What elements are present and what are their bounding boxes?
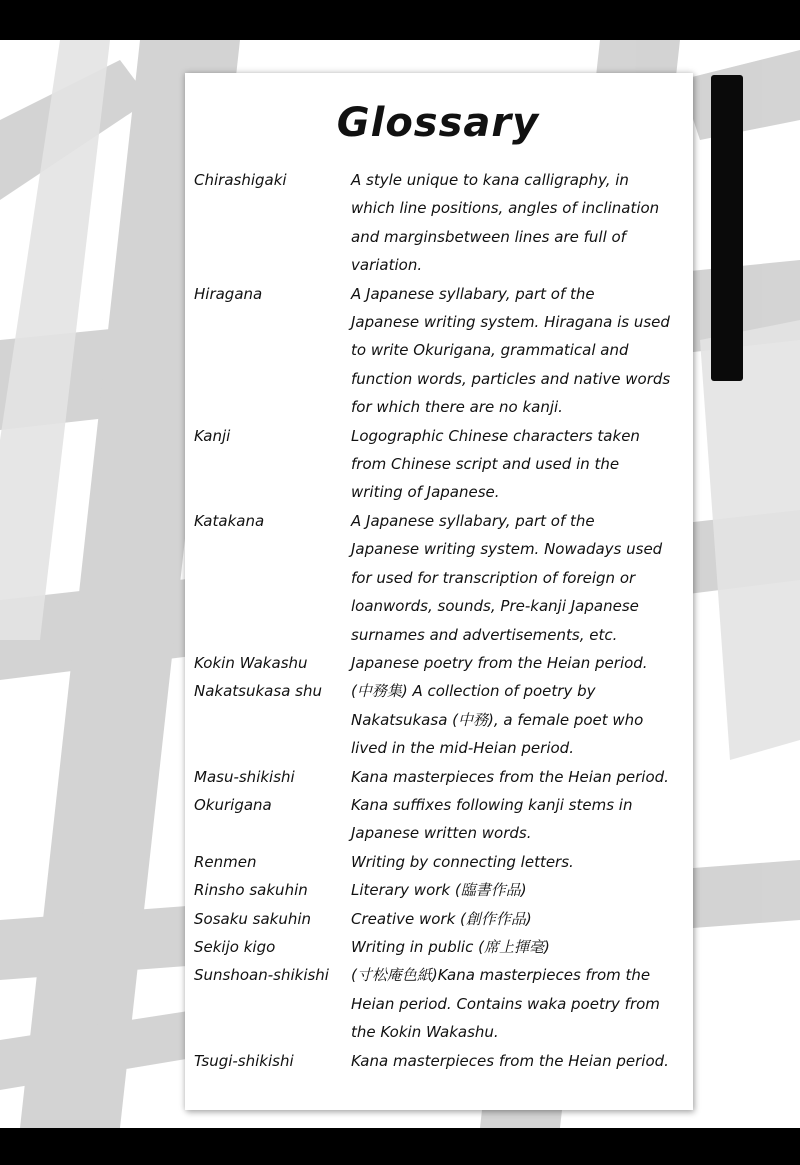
glossary-entry — [194, 422, 694, 507]
glossary-term: Katakana — [194, 511, 265, 530]
definition-line: and marginsbetween lines are full of — [351, 227, 626, 246]
definition-line: Japanese writing system. Nowadays used — [351, 540, 663, 559]
glossary-term: Renmen — [194, 852, 257, 871]
definition-line: function words, particles and native words — [351, 369, 671, 388]
definition-line: Creative work (創作作品) — [351, 909, 532, 928]
definition-line: writing of Japanese. — [351, 483, 500, 502]
definition-line: (中務集) A collection of poetry by — [351, 682, 596, 701]
glossary-definition — [351, 422, 691, 507]
definition-line: Writing in public (席上揮毫) — [351, 937, 550, 956]
glossary-definition — [351, 876, 691, 904]
glossary-term: Sekijo kigo — [194, 937, 276, 956]
glossary-entry — [194, 649, 694, 677]
definition-line: to write Okurigana, grammatical and — [351, 341, 629, 360]
glossary-entry — [194, 166, 694, 280]
glossary-definition — [351, 961, 691, 1046]
glossary-entry — [194, 1047, 694, 1075]
glossary-definition — [351, 848, 691, 876]
glossary-term: Sunshoan-shikishi — [194, 966, 329, 985]
glossary-definition — [351, 649, 691, 677]
glossary-definition — [351, 507, 691, 649]
glossary-definition — [351, 791, 691, 848]
definition-line: the Kokin Wakashu. — [351, 1023, 499, 1042]
definition-line: Logographic Chinese characters taken — [351, 426, 640, 445]
definition-line: for which there are no kanji. — [351, 398, 563, 417]
glossary-definition — [351, 677, 691, 762]
definition-line: Japanese poetry from the Heian period. — [351, 653, 648, 672]
definition-line: which line positions, angles of inclination — [351, 199, 660, 218]
glossary-definition — [351, 933, 691, 961]
glossary-list — [194, 166, 694, 1075]
glossary-definition — [351, 763, 691, 791]
glossary-entry — [194, 791, 694, 848]
glossary-term: Okurigana — [194, 795, 272, 814]
bottom-black-bar — [0, 1128, 800, 1165]
definition-line: Kana suffixes following kanji stems in — [351, 795, 633, 814]
glossary-term: Masu-shikishi — [194, 767, 295, 786]
definition-line: variation. — [351, 256, 423, 275]
glossary-definition — [351, 1047, 691, 1075]
definition-line: Kana masterpieces from the Heian period. — [351, 1051, 669, 1070]
definition-line: from Chinese script and used in the — [351, 455, 620, 474]
definition-line: A Japanese syllabary, part of the — [351, 284, 595, 303]
glossary-entry — [194, 933, 694, 961]
glossary-term: Rinsho sakuhin — [194, 881, 308, 900]
definition-line: surnames and advertisements, etc. — [351, 625, 618, 644]
definition-line: Japanese writing system. Hiragana is used — [351, 313, 670, 332]
glossary-entry — [194, 876, 694, 904]
definition-line: lived in the mid-Heian period. — [351, 739, 574, 758]
definition-line: A style unique to kana calligraphy, in — [351, 171, 629, 189]
glossary-entry — [194, 763, 694, 791]
glossary-term: Kokin Wakashu — [194, 653, 308, 672]
glossary-entry — [194, 848, 694, 876]
page-title: Glossary — [336, 100, 540, 146]
glossary-entry — [194, 677, 694, 762]
definition-line: Nakatsukasa (中務), a female poet who — [351, 710, 644, 729]
glossary-entry — [194, 507, 694, 649]
glossary-entry — [194, 961, 694, 1046]
top-black-bar — [0, 0, 800, 40]
glossary-term: Kanji — [194, 426, 231, 445]
definition-line: Writing by connecting letters. — [351, 852, 574, 871]
definition-line: Kana masterpieces from the Heian period. — [351, 767, 669, 786]
glossary-entry — [194, 905, 694, 933]
glossary-term: Tsugi-shikishi — [194, 1051, 294, 1070]
glossary-definition — [351, 280, 691, 422]
definition-line: A Japanese syllabary, part of the — [351, 511, 595, 530]
definition-line: (寸松庵色紙)Kana masterpieces from the — [351, 966, 651, 985]
glossary-term: Hiragana — [194, 284, 263, 303]
glossary-term: Nakatsukasa shu — [194, 682, 322, 701]
glossary-term: Sosaku sakuhin — [194, 909, 312, 928]
glossary-definition — [351, 905, 691, 933]
glossary-entry — [194, 280, 694, 422]
glossary-definition — [351, 166, 691, 280]
glossary-term: Chirashigaki — [194, 171, 287, 189]
definition-line: Heian period. Contains waka poetry from — [351, 994, 660, 1013]
definition-line: for used for transcription of foreign or — [351, 568, 636, 587]
definition-line: Literary work (臨書作品) — [351, 881, 527, 900]
definition-line: loanwords, sounds, Pre-kanji Japanese — [351, 597, 639, 616]
definition-line: Japanese written words. — [351, 824, 532, 843]
